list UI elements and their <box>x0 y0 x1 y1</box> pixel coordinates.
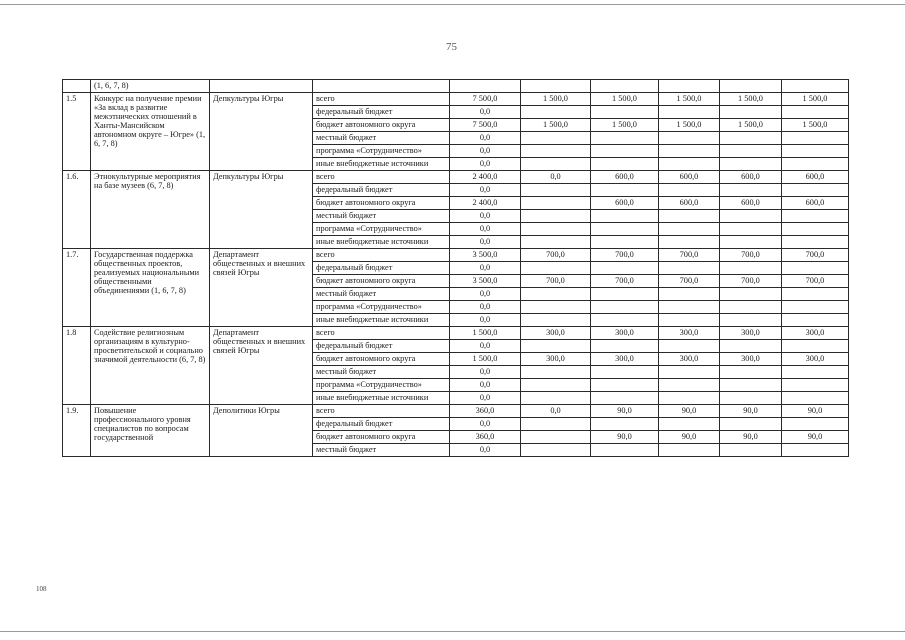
amount-y3: 300,0 <box>659 327 720 340</box>
amount-y4 <box>720 223 782 236</box>
amount-y3 <box>659 366 720 379</box>
amount-y2 <box>591 236 659 249</box>
amount-y4 <box>720 184 782 197</box>
amount-total: 0,0 <box>450 145 521 158</box>
amount-total: 0,0 <box>450 418 521 431</box>
funding-source: программа «Сотрудничество» <box>313 145 450 158</box>
amount-total: 0,0 <box>450 379 521 392</box>
amount-y5 <box>782 145 849 158</box>
amount-y1: 1 500,0 <box>521 93 591 106</box>
amount-y5 <box>782 444 849 457</box>
amount-y3 <box>659 301 720 314</box>
funding-source: всего <box>313 93 450 106</box>
amount-y4: 600,0 <box>720 171 782 184</box>
amount-y4 <box>720 210 782 223</box>
amount-y4 <box>720 392 782 405</box>
amount-y3 <box>659 106 720 119</box>
section-no: 1.6. <box>63 171 91 249</box>
section-name: Государственная поддержка общественных проектов, реализуемых национальными общественными объединениями (1, 6, 7, 8) <box>91 249 210 327</box>
amount-y4 <box>720 262 782 275</box>
section-executor: Департамент общественных и внешних связей Югры <box>210 327 313 405</box>
amount-total: 0,0 <box>450 210 521 223</box>
funding-source: всего <box>313 249 450 262</box>
amount-y2 <box>591 262 659 275</box>
amount-y3 <box>659 210 720 223</box>
funding-source: федеральный бюджет <box>313 106 450 119</box>
amount-y2 <box>591 444 659 457</box>
amount-y3 <box>659 184 720 197</box>
amount-y3: 700,0 <box>659 275 720 288</box>
amount-y5: 600,0 <box>782 171 849 184</box>
amount-y2 <box>591 210 659 223</box>
amount-y5: 1 500,0 <box>782 93 849 106</box>
amount-total: 0,0 <box>450 366 521 379</box>
amount-y5: 1 500,0 <box>782 119 849 132</box>
amount-y4 <box>720 418 782 431</box>
amount-y4: 90,0 <box>720 431 782 444</box>
section-no: 1.9. <box>63 405 91 457</box>
amount-y2: 1 500,0 <box>591 93 659 106</box>
funding-source: бюджет автономного округа <box>313 197 450 210</box>
amount-y5: 90,0 <box>782 431 849 444</box>
amount-y1 <box>521 158 591 171</box>
funding-source: иные внебюджетные источники <box>313 314 450 327</box>
amount-y3: 600,0 <box>659 197 720 210</box>
funding-source: всего <box>313 171 450 184</box>
amount-y5 <box>782 158 849 171</box>
amount-y2 <box>591 340 659 353</box>
amount-total: 0,0 <box>450 301 521 314</box>
amount-total: 0,0 <box>450 314 521 327</box>
continuation-text: (1, 6, 7, 8) <box>91 80 210 93</box>
amount-y1: 1 500,0 <box>521 119 591 132</box>
amount-total: 360,0 <box>450 431 521 444</box>
amount-total: 1 500,0 <box>450 353 521 366</box>
amount-y2: 1 500,0 <box>591 119 659 132</box>
amount-y4 <box>720 379 782 392</box>
scan-edge-bottom <box>0 631 905 632</box>
amount-y5 <box>782 106 849 119</box>
funding-source: местный бюджет <box>313 288 450 301</box>
amount-total: 2 400,0 <box>450 197 521 210</box>
amount-y2: 600,0 <box>591 197 659 210</box>
amount-y2: 90,0 <box>591 431 659 444</box>
amount-y5 <box>782 314 849 327</box>
section-executor: Департамент общественных и внешних связей Югры <box>210 249 313 327</box>
amount-y1 <box>521 223 591 236</box>
amount-y3 <box>659 288 720 301</box>
amount-total: 0,0 <box>450 444 521 457</box>
amount-y4 <box>720 340 782 353</box>
amount-y3: 1 500,0 <box>659 93 720 106</box>
scan-edge-top <box>0 4 905 5</box>
funding-source: программа «Сотрудничество» <box>313 379 450 392</box>
amount-y4 <box>720 236 782 249</box>
funding-source: бюджет автономного округа <box>313 119 450 132</box>
page-number: 75 <box>446 41 457 53</box>
amount-y2 <box>591 288 659 301</box>
amount-total: 7 500,0 <box>450 119 521 132</box>
amount-y2: 700,0 <box>591 249 659 262</box>
amount-y5 <box>782 132 849 145</box>
funding-source: федеральный бюджет <box>313 184 450 197</box>
funding-source: иные внебюджетные источники <box>313 392 450 405</box>
amount-y5: 700,0 <box>782 249 849 262</box>
funding-source: местный бюджет <box>313 366 450 379</box>
amount-y5: 600,0 <box>782 197 849 210</box>
funding-source: местный бюджет <box>313 132 450 145</box>
amount-y1 <box>521 197 591 210</box>
amount-y4 <box>720 132 782 145</box>
funding-source: бюджет автономного округа <box>313 353 450 366</box>
funding-source: иные внебюджетные источники <box>313 158 450 171</box>
amount-y4 <box>720 444 782 457</box>
amount-y2 <box>591 145 659 158</box>
amount-y2: 700,0 <box>591 275 659 288</box>
amount-total: 3 500,0 <box>450 275 521 288</box>
funding-source: бюджет автономного округа <box>313 275 450 288</box>
amount-y5: 700,0 <box>782 275 849 288</box>
section-no: 1.8 <box>63 327 91 405</box>
funding-source: программа «Сотрудничество» <box>313 301 450 314</box>
amount-y4 <box>720 301 782 314</box>
amount-y5 <box>782 288 849 301</box>
amount-y1 <box>521 301 591 314</box>
amount-total: 3 500,0 <box>450 249 521 262</box>
amount-y1 <box>521 392 591 405</box>
amount-y2: 90,0 <box>591 405 659 418</box>
amount-y3: 300,0 <box>659 353 720 366</box>
table-row <box>63 93 849 106</box>
amount-total: 2 400,0 <box>450 171 521 184</box>
amount-y3 <box>659 132 720 145</box>
amount-y3 <box>659 236 720 249</box>
section-executor: Депкультуры Югры <box>210 171 313 249</box>
amount-y2: 300,0 <box>591 327 659 340</box>
table-row <box>63 171 849 184</box>
amount-y4 <box>720 106 782 119</box>
amount-y1 <box>521 444 591 457</box>
amount-y3 <box>659 223 720 236</box>
amount-y1: 700,0 <box>521 275 591 288</box>
section-no: 1.7. <box>63 249 91 327</box>
amount-y2 <box>591 106 659 119</box>
funding-source: программа «Сотрудничество» <box>313 223 450 236</box>
budget-table <box>62 79 849 457</box>
amount-y3: 600,0 <box>659 171 720 184</box>
amount-y3 <box>659 418 720 431</box>
amount-total: 0,0 <box>450 288 521 301</box>
section-executor: Деполитики Югры <box>210 405 313 457</box>
section-name: Содействие религиозным организациям в культурно-просветительской и социально значимой деятельности (6, 7, 8) <box>91 327 210 405</box>
amount-y4: 1 500,0 <box>720 93 782 106</box>
amount-y3 <box>659 158 720 171</box>
amount-y1: 0,0 <box>521 171 591 184</box>
amount-y2 <box>591 366 659 379</box>
amount-y1 <box>521 431 591 444</box>
section-no: 1.5 <box>63 93 91 171</box>
amount-total: 0,0 <box>450 392 521 405</box>
amount-y1 <box>521 262 591 275</box>
amount-y1 <box>521 418 591 431</box>
amount-y5 <box>782 236 849 249</box>
amount-y2 <box>591 132 659 145</box>
amount-y2 <box>591 314 659 327</box>
amount-y3 <box>659 145 720 158</box>
table-row <box>63 405 849 418</box>
amount-y5: 300,0 <box>782 353 849 366</box>
amount-y1 <box>521 236 591 249</box>
amount-y3: 90,0 <box>659 431 720 444</box>
amount-y4 <box>720 158 782 171</box>
funding-source: всего <box>313 405 450 418</box>
amount-total: 0,0 <box>450 158 521 171</box>
amount-y2 <box>591 379 659 392</box>
amount-y5 <box>782 223 849 236</box>
amount-y4: 700,0 <box>720 249 782 262</box>
funding-source: местный бюджет <box>313 444 450 457</box>
amount-y3 <box>659 444 720 457</box>
funding-source: бюджет автономного округа <box>313 431 450 444</box>
amount-y2 <box>591 392 659 405</box>
amount-total: 0,0 <box>450 106 521 119</box>
amount-y2: 600,0 <box>591 171 659 184</box>
amount-y1 <box>521 340 591 353</box>
amount-y5 <box>782 184 849 197</box>
amount-y3 <box>659 340 720 353</box>
section-name: Конкурс на получение премии «За вклад в развитие межэтнических отношений в Ханты-Мансийском автономном округе – Югре» (1, 6, 7, 8) <box>91 93 210 171</box>
amount-y3 <box>659 314 720 327</box>
funding-source: иные внебюджетные источники <box>313 236 450 249</box>
amount-y1 <box>521 184 591 197</box>
amount-total: 0,0 <box>450 236 521 249</box>
amount-y4 <box>720 288 782 301</box>
amount-y1 <box>521 314 591 327</box>
amount-y3: 700,0 <box>659 249 720 262</box>
amount-y4: 600,0 <box>720 197 782 210</box>
continuation-row <box>63 80 849 93</box>
amount-y3 <box>659 379 720 392</box>
amount-y1: 300,0 <box>521 353 591 366</box>
amount-y3 <box>659 392 720 405</box>
amount-y5 <box>782 366 849 379</box>
amount-y1 <box>521 379 591 392</box>
amount-y4: 700,0 <box>720 275 782 288</box>
section-name: Повышение профессионального уровня специалистов по вопросам государственной <box>91 405 210 457</box>
amount-y4: 300,0 <box>720 327 782 340</box>
amount-total: 0,0 <box>450 184 521 197</box>
amount-y4 <box>720 314 782 327</box>
amount-total: 0,0 <box>450 223 521 236</box>
amount-y5: 300,0 <box>782 327 849 340</box>
amount-total: 360,0 <box>450 405 521 418</box>
amount-total: 7 500,0 <box>450 93 521 106</box>
section-name: Этнокультурные мероприятия на базе музеев (6, 7, 8) <box>91 171 210 249</box>
amount-y2 <box>591 158 659 171</box>
amount-total: 1 500,0 <box>450 327 521 340</box>
amount-y1 <box>521 132 591 145</box>
amount-y1 <box>521 288 591 301</box>
amount-y4 <box>720 366 782 379</box>
amount-total: 0,0 <box>450 262 521 275</box>
amount-y2: 300,0 <box>591 353 659 366</box>
amount-y2 <box>591 301 659 314</box>
funding-source: федеральный бюджет <box>313 262 450 275</box>
amount-y5 <box>782 340 849 353</box>
amount-y3 <box>659 262 720 275</box>
funding-source: федеральный бюджет <box>313 418 450 431</box>
amount-y1 <box>521 210 591 223</box>
amount-y5 <box>782 418 849 431</box>
funding-source: местный бюджет <box>313 210 450 223</box>
amount-y2 <box>591 223 659 236</box>
amount-y4: 90,0 <box>720 405 782 418</box>
amount-y1 <box>521 145 591 158</box>
funding-source: всего <box>313 327 450 340</box>
amount-y5 <box>782 210 849 223</box>
amount-y1 <box>521 366 591 379</box>
amount-y5: 90,0 <box>782 405 849 418</box>
amount-y4 <box>720 145 782 158</box>
amount-y3: 1 500,0 <box>659 119 720 132</box>
amount-y1: 300,0 <box>521 327 591 340</box>
amount-y5 <box>782 379 849 392</box>
amount-y4: 1 500,0 <box>720 119 782 132</box>
amount-y1: 0,0 <box>521 405 591 418</box>
amount-y5 <box>782 262 849 275</box>
amount-y2 <box>591 184 659 197</box>
amount-y1: 700,0 <box>521 249 591 262</box>
amount-y1 <box>521 106 591 119</box>
section-executor: Депкультуры Югры <box>210 93 313 171</box>
amount-y5 <box>782 392 849 405</box>
margin-number: 108 <box>36 585 47 593</box>
amount-y2 <box>591 418 659 431</box>
table-row <box>63 327 849 340</box>
amount-y4: 300,0 <box>720 353 782 366</box>
funding-source: федеральный бюджет <box>313 340 450 353</box>
amount-y3: 90,0 <box>659 405 720 418</box>
amount-total: 0,0 <box>450 340 521 353</box>
amount-total: 0,0 <box>450 132 521 145</box>
amount-y5 <box>782 301 849 314</box>
table-row <box>63 249 849 262</box>
